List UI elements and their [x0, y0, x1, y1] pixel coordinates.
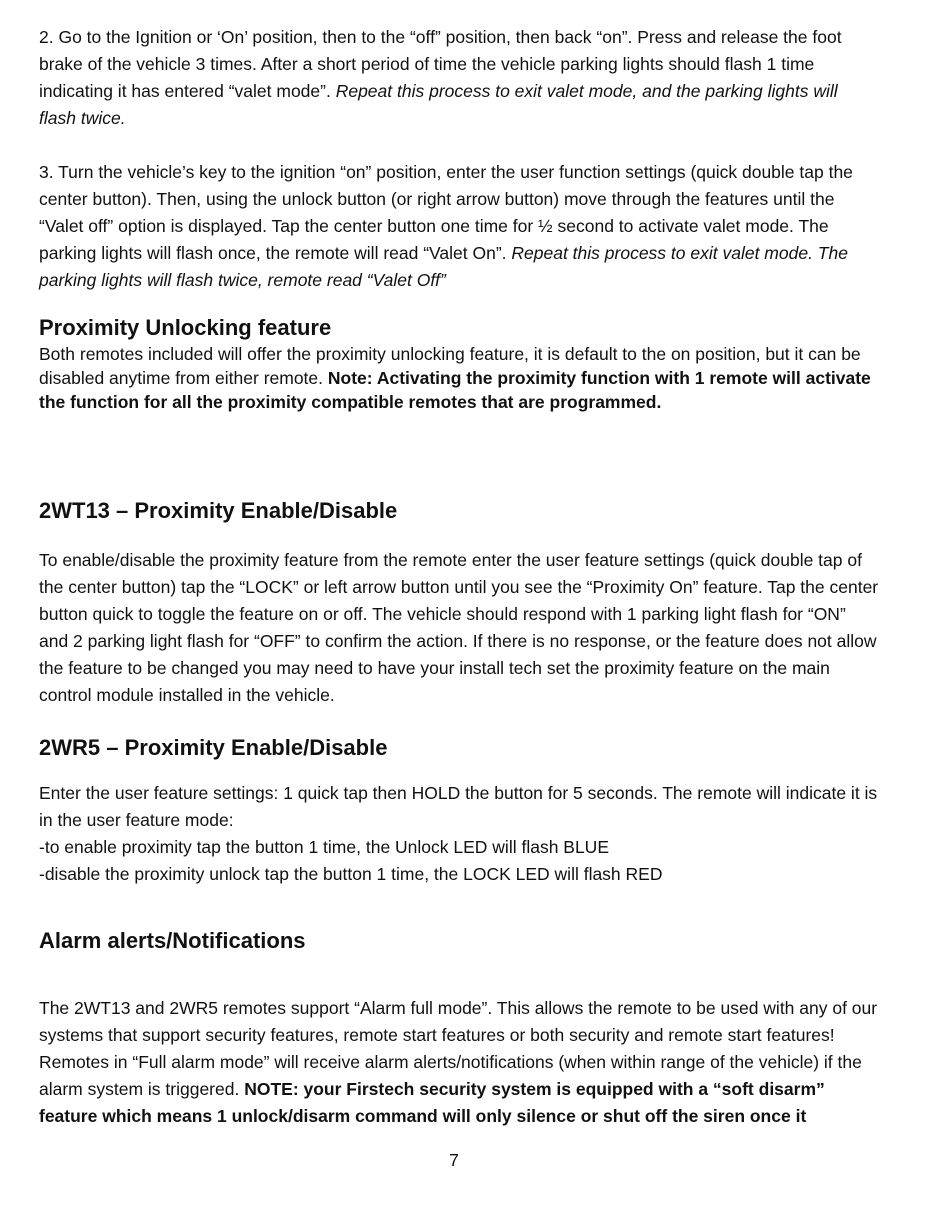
alarm-text: The 2WT13 and 2WR5 remotes support “Alarm full mode”. This allows the remote to be used with any of our systems that support security features, remote start features or both security and remote start features! Remotes in “Full alarm mode” will receive alarm alerts/notifications (when within range of the vehicle) if the alarm system is triggered.: [39, 998, 878, 1099]
wt13-heading: 2WT13 – Proximity Enable/Disable: [39, 498, 398, 523]
step-2-paragraph: [39, 24, 879, 132]
step-3-paragraph: [39, 159, 879, 294]
page-number: 7: [449, 1150, 459, 1170]
step-2-italic-note: Repeat this process to exit valet mode, and the parking lights will flash twice.: [39, 81, 838, 128]
proximity-paragraph: [39, 342, 879, 414]
alarm-bold-note: NOTE: your Firstech security system is equipped with a “soft disarm” feature which means 1 unlock/disarm command will only silence or shut off the siren once it: [39, 1079, 825, 1126]
wt13-paragraph: To enable/disable the proximity feature from the remote enter the user feature settings (quick double tap of the center button) tap the “LOCK” or left arrow button until you see the “Proximity On” feature. Tap the center button quick to toggle the feature on or off. The vehicle should respond with 1 parking light flash for “ON” and 2 parking light flash for “OFF” to confirm the action. If there is no response, or the feature does not allow the feature to be changed you may need to have your install tech set the proximity feature on the main control module installed in the vehicle.: [39, 550, 879, 705]
alarm-paragraph: [39, 995, 879, 1130]
step-3-text: 3. Turn the vehicle’s key to the ignition “on” position, enter the user function settings (quick double tap the center button). Then, using the unlock button (or right arrow button) move through the features until the “Valet off” option is displayed. Tap the center button one time for ½ second to activate valet mode. The parking lights will flash once, the remote will read “Valet On”.: [39, 162, 853, 263]
proximity-text: Both remotes included will offer the proximity unlocking feature, it is default to the on position, but it can be disabled anytime from either remote.: [39, 344, 861, 388]
alarm-heading: Alarm alerts/Notifications: [39, 928, 306, 953]
wr5-paragraph: [39, 780, 879, 888]
proximity-bold-note: Note: Activating the proximity function with 1 remote will activate the function for all the proximity compatible remotes that are programmed.: [39, 368, 871, 412]
proximity-heading: Proximity Unlocking feature: [39, 315, 332, 340]
wr5-line: -disable the proximity unlock tap the button 1 time, the LOCK LED will flash RED: [39, 864, 663, 884]
step-2-text: 2. Go to the Ignition or ‘On’ position, then to the “off” position, then back “on”. Press and release the foot brake of the vehicle 3 times. After a short period of time the vehicle parking lights should flash 1 time indicating it has entered “valet mode”.: [39, 27, 842, 101]
wr5-line: Enter the user feature settings: 1 quick tap then HOLD the button for 5 seconds. The remote will indicate it is in the user feature mode:: [39, 783, 878, 830]
wr5-line: -to enable proximity tap the button 1 time, the Unlock LED will flash BLUE: [39, 837, 609, 857]
document-page: [39, 24, 879, 1130]
wr5-heading: 2WR5 – Proximity Enable/Disable: [39, 735, 388, 760]
step-3-italic-note: Repeat this process to exit valet mode. The parking lights will flash twice, remote read “Valet Off”: [39, 243, 848, 290]
